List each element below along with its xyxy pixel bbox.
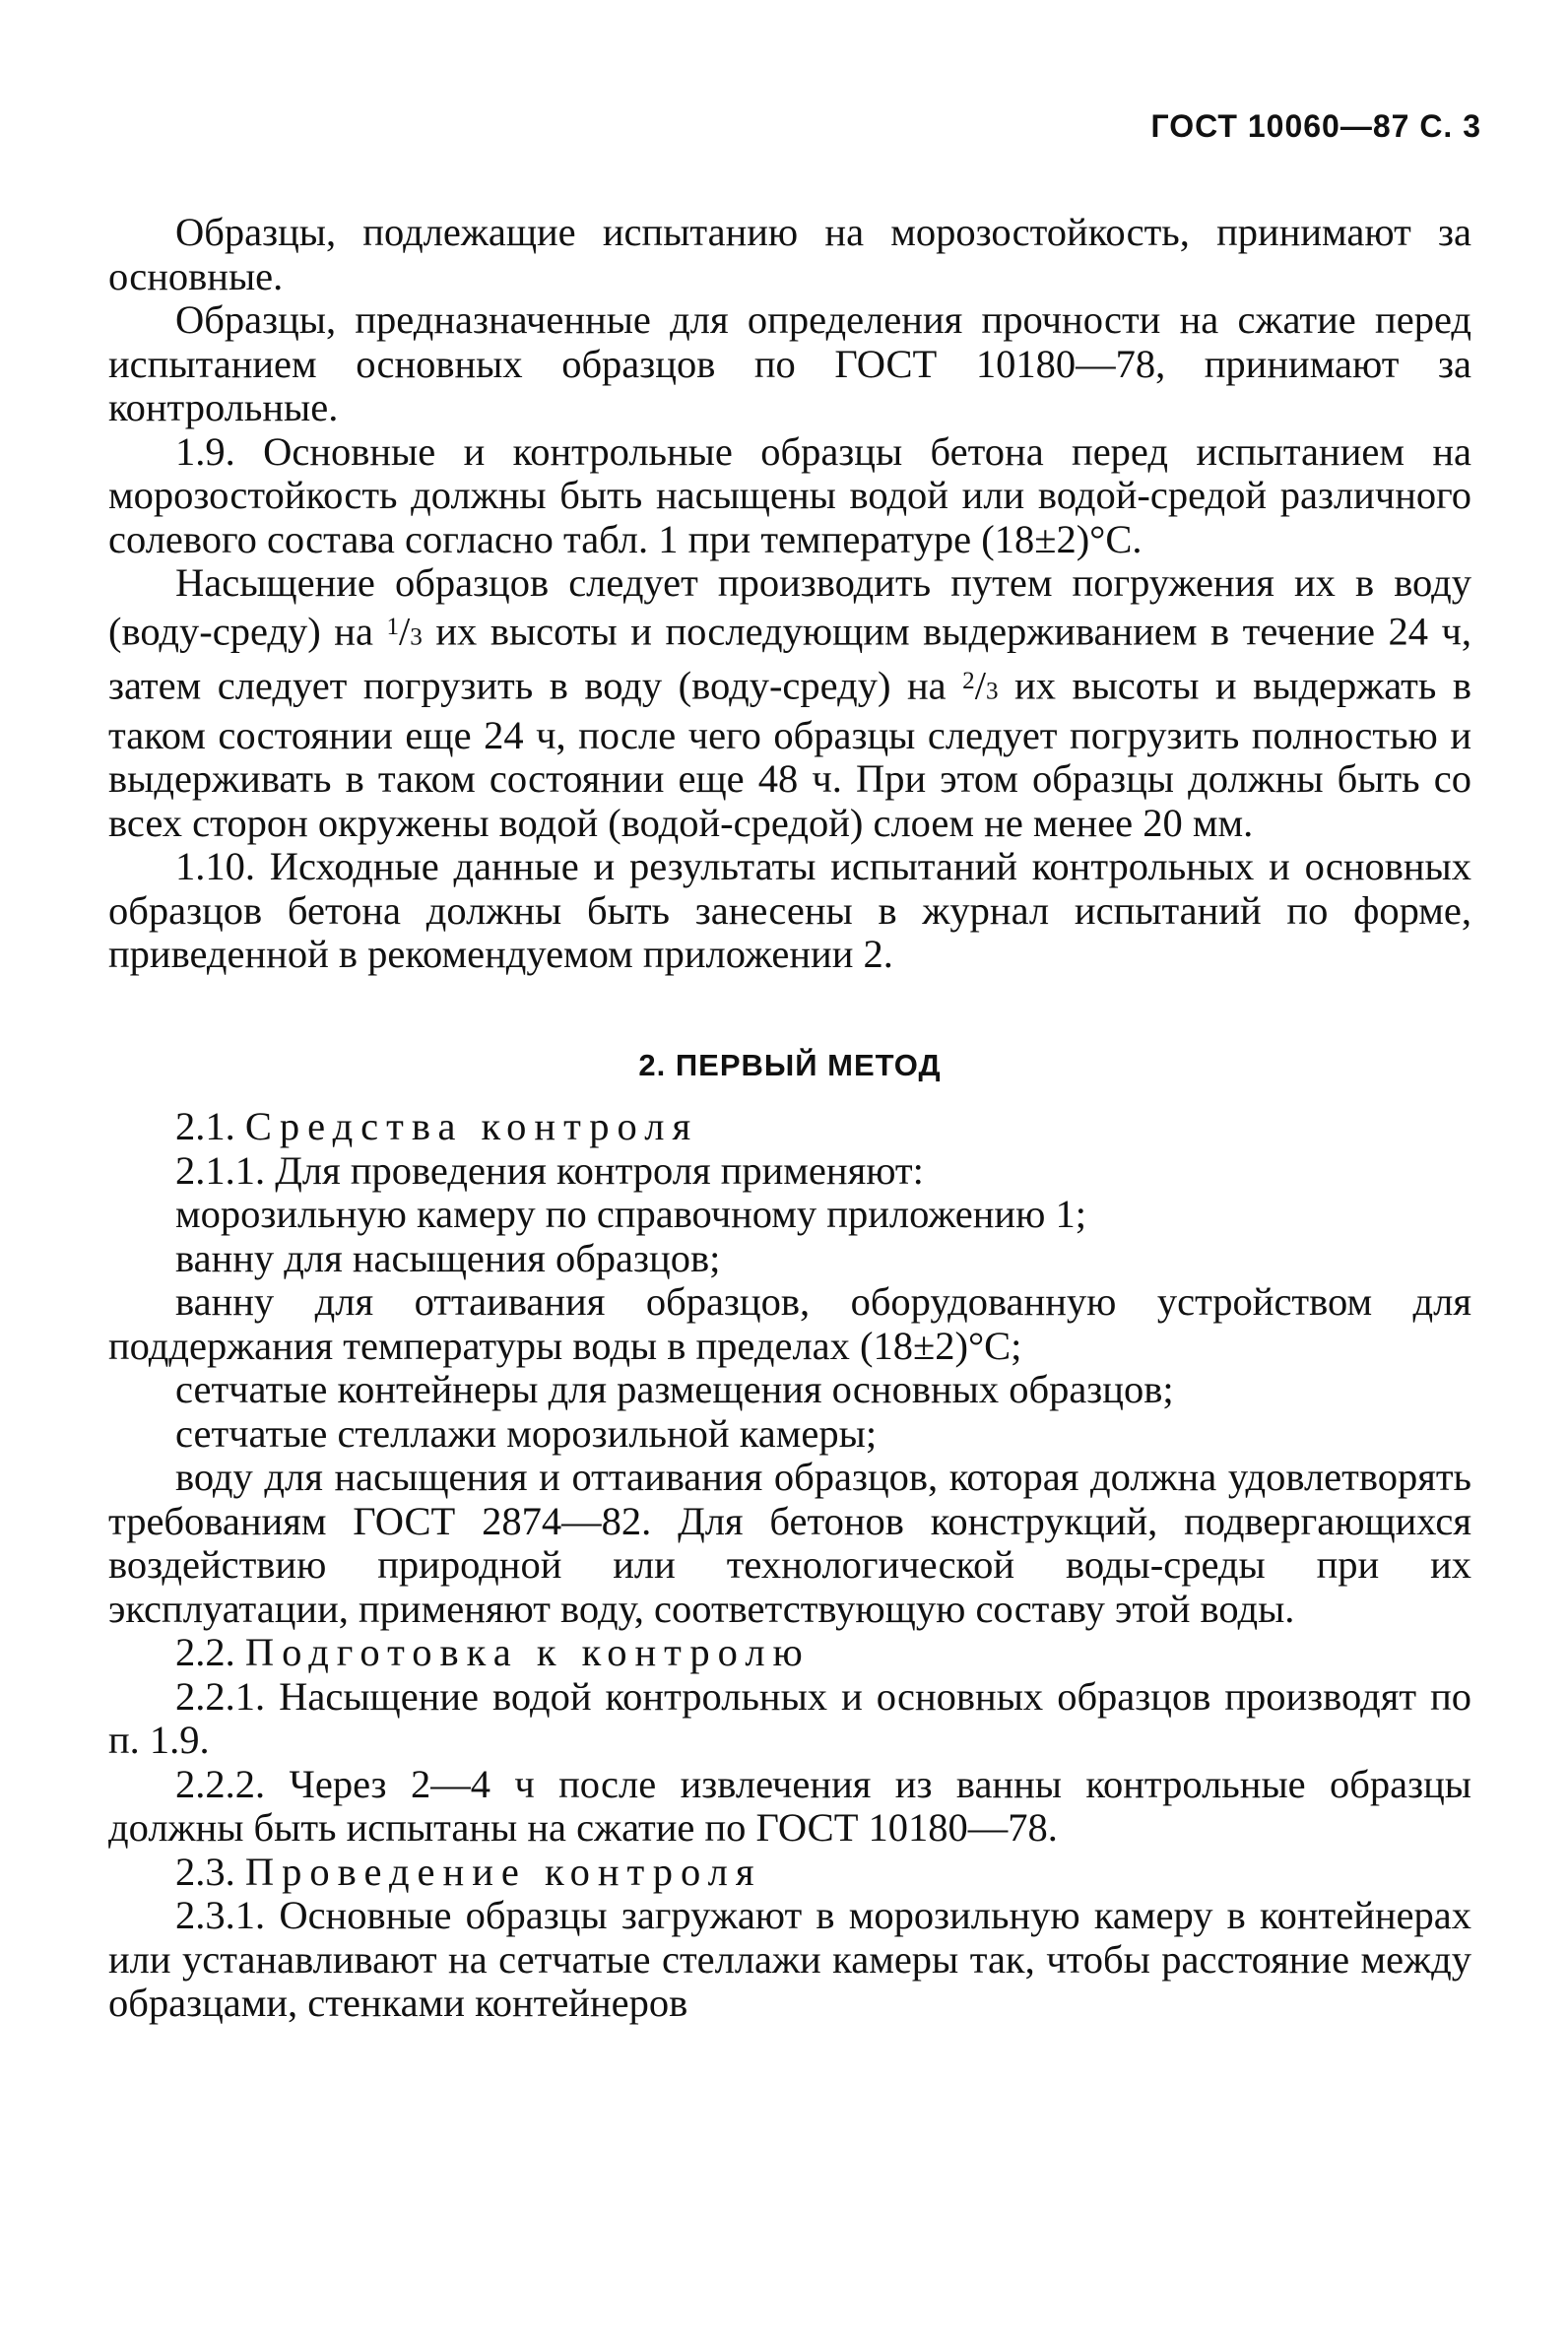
paragraph-1-9: 1.9. Основные и контрольные образцы бетона перед испытанием на морозостойкость должны быть насыщены водой или водой-средой различного солевого состава согласно табл. 1 при температуре (18±2)°С. bbox=[108, 428, 1471, 561]
equipment-item: воду для насыщения и оттаивания образцов, которая должна удовлетворять требованиям ГОСТ 2874—82. Для бетонов конструкций, подвергающихся воздействию природной или технологической воды-среды при их эксплуатации, применяют воду, соответствующую составу этой воды. bbox=[108, 1455, 1471, 1631]
equipment-item: морозильную камеру по справочному приложению 1; bbox=[175, 1192, 1086, 1237]
paragraph-2-2-1: 2.2.1. Насыщение водой контрольных и основных образцов производят по п. 1.9. bbox=[108, 1673, 1471, 1763]
paragraph-2-1-1: 2.1.1. Для проведения контроля применяют: bbox=[175, 1147, 924, 1193]
section-heading-first-method: 2. ПЕРВЫЙ МЕТОД bbox=[638, 1047, 942, 1082]
equipment-item: сетчатые стеллажи морозильной камеры; bbox=[175, 1410, 878, 1456]
paragraph-2-2-2: 2.2.2. Через 2—4 ч после извлечения из ванны контрольные образцы должны быть испытаны на сжатие по ГОСТ 10180—78. bbox=[108, 1761, 1471, 1851]
paragraph-1-10: 1.10. Исходные данные и результаты испытаний контрольных и основных образцов бетона должны быть занесены в журнал испытаний по форме, приведенной в рекомендуемом приложении 2. bbox=[108, 844, 1471, 977]
subsection-2-3-title: Проведение контроля bbox=[244, 1849, 762, 1894]
paragraph-saturation: Насыщение образцов следует производить путем погружения их в воду (воду-среду) на $^1$/3 их высоты и последующим выдерживанием в течение 24 ч, затем следует погрузить в воду (воду-среду) на $^2$/3 их высоты и выдержать в таком состоянии еще 24 ч, после чего образцы следует погрузить полностью и выдерживать в таком состоянии еще 48 ч. При этом образцы должны быть со всех сторон окружены водой (водой-средой) слоем не менее 20 мм. bbox=[108, 560, 1472, 845]
page-header: ГОСТ 10060—87 С. 3 bbox=[1150, 108, 1481, 144]
equipment-item: ванну для насыщения образцов; bbox=[175, 1235, 721, 1280]
subsection-2-3-number: 2.3. bbox=[175, 1849, 235, 1894]
fraction-one-third-denominator: 3 bbox=[410, 623, 423, 651]
fraction-two-thirds-numerator: 2 bbox=[962, 667, 975, 694]
subsection-2-1 bbox=[108, 1105, 1471, 1149]
fraction-two-thirds-denominator: 3 bbox=[985, 678, 999, 705]
saturation-text-1: Насыщение образцов следует производить путем погружения их в воду (воду-среду) на bbox=[108, 560, 1471, 654]
subsection-2-1-number: 2.1. bbox=[175, 1104, 235, 1149]
subsection-2-2-number: 2.2. bbox=[175, 1630, 235, 1675]
equipment-item: ванну для оттаивания образцов, оборудованную устройством для поддержания температуры воды в пределах (18±2)°С; bbox=[108, 1279, 1471, 1368]
fraction-one-third-numerator: 1 bbox=[386, 613, 400, 640]
saturation-text-2: их высоты и последующим выдерживанием в течение 24 ч, затем следует погрузить в воду (воду-среду) на bbox=[108, 609, 1472, 708]
paragraph-main-samples: Образцы, подлежащие испытанию на морозостойкость, принимают за основные. bbox=[108, 210, 1471, 298]
paragraph-control-samples: Образцы, предназначенные для определения прочности на сжатие перед испытанием основных образцов по ГОСТ 10180—78, принимают за контрольные. bbox=[108, 297, 1471, 429]
paragraph-2-3-1: 2.3.1. Основные образцы загружают в морозильную камеру в контейнерах или устанавливают на сетчатые стеллажи камеры так, чтобы расстояние между образцами, стенками контейнеров bbox=[108, 1893, 1471, 2026]
subsection-2-2 bbox=[108, 1631, 1471, 1675]
subsection-2-1-title: Средства контроля bbox=[244, 1104, 699, 1149]
equipment-item: сетчатые контейнеры для размещения основных образцов; bbox=[175, 1367, 1174, 1412]
subsection-2-2-title: Подготовка к контролю bbox=[244, 1630, 811, 1675]
subsection-2-3 bbox=[108, 1851, 1471, 1895]
document-body bbox=[108, 211, 1471, 2026]
saturation-text-3: их высоты и выдержать в таком состоянии еще 24 ч, после чего образцы следует погрузить полностью и выдерживать в таком состоянии еще 48 ч. При этом образцы должны быть со всех сторон окружены водой (водой-средой) слоем не менее 20 мм. bbox=[108, 663, 1471, 845]
